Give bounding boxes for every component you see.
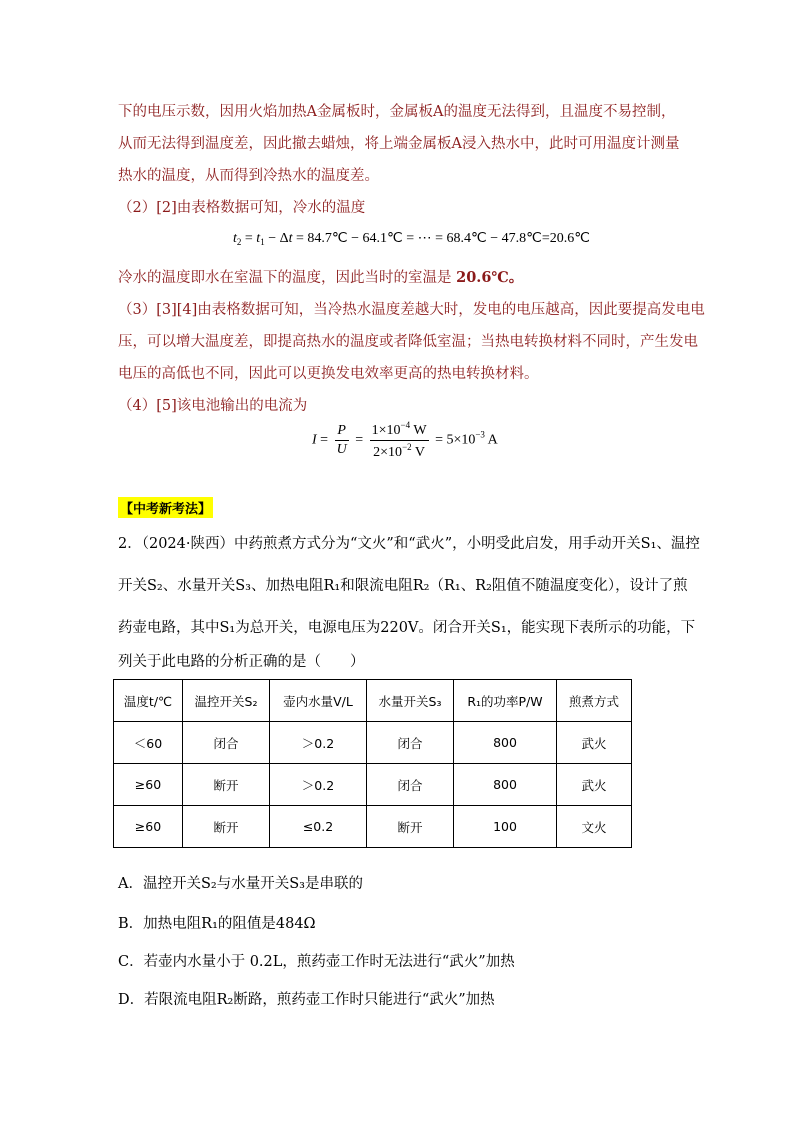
table-cell: 闭合 bbox=[183, 722, 270, 764]
table-cell: ＞0.2 bbox=[270, 722, 367, 764]
table-header-row bbox=[114, 680, 632, 722]
table-header: 煎煮方式 bbox=[557, 680, 632, 722]
function-table bbox=[113, 679, 632, 848]
table-row bbox=[114, 764, 632, 806]
solution-line-1: 下的电压示数，因用火焰加热A金属板时，金属板A的温度无法得到，且温度不易控制， bbox=[118, 104, 676, 120]
part-3-line-2: 压，可以增大温度差，即提高热水的温度或者降低室温；当热电转换材料不同时，产生发电 bbox=[118, 334, 698, 350]
table-cell: ≤0.2 bbox=[270, 806, 367, 848]
table-cell: 断开 bbox=[183, 806, 270, 848]
table-cell: ≥60 bbox=[114, 806, 183, 848]
table-header: 壶内水量V/L bbox=[270, 680, 367, 722]
table-cell: 武火 bbox=[557, 764, 632, 806]
part-3-line-1: （3）[3][4]由表格数据可知，当冷热水温度差越大时，发电的电压越高，因此要提高发电电 bbox=[118, 302, 705, 318]
value-fraction: $\frac{1\times 10^{-4} W}{2\times 10^{-2} V}$ bbox=[371, 420, 427, 460]
table-cell: 闭合 bbox=[367, 764, 454, 806]
table-cell: ＞0.2 bbox=[270, 764, 367, 806]
table-cell: 武火 bbox=[557, 722, 632, 764]
temperature-formula: $t_2 = t_1 - \Delta t$ = 84.7℃ − 64.1℃ = ⋯ = 68.4℃ − 47.8℃=20.6℃ bbox=[233, 231, 590, 247]
section-tag: 【中考新考法】 bbox=[118, 497, 213, 518]
option-d: D．若限流电阻R₂断路，煎药壶工作时只能进行“武火”加热 bbox=[118, 992, 495, 1008]
table-header: 水量开关S₃ bbox=[367, 680, 454, 722]
part-2-intro: （2）[2]由表格数据可知，冷水的温度 bbox=[118, 200, 366, 216]
table-cell: ＜60 bbox=[114, 722, 183, 764]
table-cell: ≥60 bbox=[114, 764, 183, 806]
question-line-2: 开关S₂、水量开关S₃、加热电阻R₁和限流电阻R₂（R₁、R₂阻值不随温度变化），设计了煎 bbox=[118, 578, 688, 594]
table-header: 温控开关S₂ bbox=[183, 680, 270, 722]
table-cell: 100 bbox=[454, 806, 557, 848]
part-2-result: 冷水的温度即水在室温下的温度，因此当时的室温是 20.6℃。 bbox=[118, 269, 524, 286]
option-b: B．加热电阻R₁的阻值是484Ω bbox=[118, 916, 316, 932]
solution-line-3: 热水的温度，从而得到冷热水的温度差。 bbox=[118, 168, 379, 184]
table-header: R₁的功率P/W bbox=[454, 680, 557, 722]
question-line-4: 列关于此电路的分析正确的是（ ） bbox=[118, 654, 365, 670]
solution-line-2: 从而无法得到温度差，因此撤去蜡烛，将上端金属板A浸入热水中，此时可用温度计测量 bbox=[118, 136, 680, 152]
table-row bbox=[114, 806, 632, 848]
question-line-3: 药壶电路，其中S₁为总开关，电源电压为220V。闭合开关S₁，能实现下表所示的功能，下 bbox=[118, 620, 696, 636]
table-cell: 800 bbox=[454, 722, 557, 764]
table-cell: 闭合 bbox=[367, 722, 454, 764]
table-row bbox=[114, 722, 632, 764]
table-cell: 断开 bbox=[183, 764, 270, 806]
option-c: C．若壶内水量小于 0.2L，煎药壶工作时无法进行“武火”加热 bbox=[118, 954, 515, 970]
table-header: 温度t/℃ bbox=[114, 680, 183, 722]
part-3-line-3: 电压的高低也不同，因此可以更换发电效率更高的热电转换材料。 bbox=[118, 366, 539, 382]
question-line-1: 2．（2024·陕西）中药煎煮方式分为“文火”和“武火”，小明受此启发，用手动开关S₁、温控 bbox=[118, 536, 700, 552]
table-cell: 文火 bbox=[557, 806, 632, 848]
current-formula: I = $\frac{P}{U}$ = $\frac{1\times 10^{-4} W}{2\times 10^{-2} V}$ = $5\times 10^{-3}$ A bbox=[312, 420, 498, 460]
part-4-intro: （4）[5]该电池输出的电流为 bbox=[118, 398, 308, 414]
option-a: A．温控开关S₂与水量开关S₃是串联的 bbox=[118, 876, 363, 892]
table-cell: 800 bbox=[454, 764, 557, 806]
power-over-voltage-fraction: $\frac{P}{U}$ bbox=[336, 423, 347, 457]
table-cell: 断开 bbox=[367, 806, 454, 848]
